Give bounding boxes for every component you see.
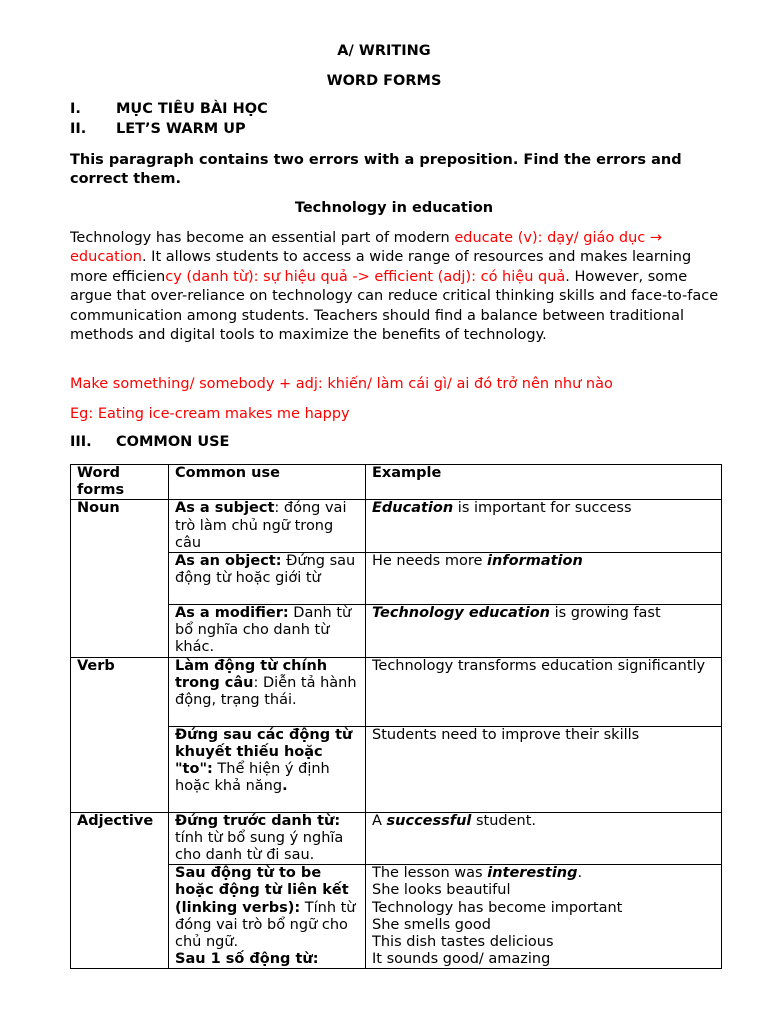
common-use-cell: As a subject: đóng vai trò làm chủ ngữ trong câu — [169, 500, 366, 553]
passage-paragraph — [70, 229, 720, 345]
word-form-cell: Adjective — [71, 812, 169, 969]
section-number: II. — [70, 121, 87, 137]
correction-note: educate (v): dạy/ giáo dục → education — [70, 230, 662, 266]
table-row — [71, 657, 722, 726]
section-number: III. — [70, 434, 92, 450]
instruction-text: This paragraph contains two errors with a preposition. Find the errors and correct them. — [70, 152, 682, 188]
section-label: LET’S WARM UP — [116, 121, 246, 137]
word-form-cell: Verb — [71, 657, 169, 812]
document-title: A/ WRITING — [337, 43, 431, 59]
grammar-note: Make something/ somebody + adj: khiến/ làm cái gì/ ai đó trở nên như nào — [70, 376, 613, 392]
table-row — [71, 726, 722, 812]
section-heading-3 — [70, 434, 229, 450]
header-cell: Common use — [169, 465, 366, 500]
header-cell: Example — [366, 465, 722, 500]
word-form-cell: Noun — [71, 500, 169, 657]
passage-text: Technology has become an essential part of modern — [70, 230, 455, 246]
common-use-cell: Sau động từ to be hoặc động từ liên kết (linking verbs): Tính từ đóng vai trò bổ ngữ cho chủ ngữ. Sau 1 số động từ: — [169, 865, 366, 969]
section-number: I. — [70, 101, 81, 117]
table-header-row — [71, 465, 722, 500]
common-use-cell: As a modifier: Danh từ bổ nghĩa cho danh từ khác. — [169, 605, 366, 658]
common-use-cell: As an object: Đứng sau động từ hoặc giới từ — [169, 553, 366, 605]
example-cell: Education is important for success — [366, 500, 722, 553]
section-label: COMMON USE — [116, 434, 230, 450]
table-row — [71, 500, 722, 553]
example-cell: He needs more information — [366, 553, 722, 605]
example-cell: The lesson was interesting. She looks beautiful Technology has become important She smells good This dish tastes delicious It sounds good/ amazing — [366, 865, 722, 969]
section-heading-1 — [70, 101, 268, 117]
table-row — [71, 812, 722, 865]
section-heading-2 — [70, 121, 246, 137]
passage-text: . It allows students to access a wide range of resources and makes learning more efficien — [70, 249, 692, 285]
table-row — [71, 865, 722, 969]
correction-note: cy (danh từ): sự hiệu quả -> efficient (adj): có hiệu quả — [165, 268, 566, 285]
example-cell: Students need to improve their skills — [366, 726, 722, 812]
common-use-cell: Làm động từ chính trong câu: Diễn tả hành động, trạng thái. — [169, 657, 366, 726]
table-row — [71, 605, 722, 658]
section-label: MỤC TIÊU BÀI HỌC — [116, 101, 268, 117]
passage-text: . However, some argue that over-reliance on technology can reduce critical thinking skills and face-to-face communication among students. Teachers should find a balance between traditional methods and digital tools to maximize the benefits of technology. — [70, 268, 719, 344]
example-note: Eg: Eating ice-cream makes me happy — [70, 406, 350, 422]
document-subtitle: WORD FORMS — [326, 73, 442, 89]
table-row — [71, 553, 722, 605]
example-cell: Technology education is growing fast — [366, 605, 722, 658]
passage-title: Technology in education — [294, 200, 494, 216]
example-cell: A successful student. — [366, 812, 722, 865]
common-use-cell: Đứng trước danh từ: tính từ bổ sung ý nghĩa cho danh từ đi sau. — [169, 812, 366, 865]
header-cell: Word forms — [71, 465, 169, 500]
example-cell: Technology transforms education significantly — [366, 657, 722, 726]
common-use-cell: Đứng sau các động từ khuyết thiếu hoặc "to": Thể hiện ý định hoặc khả năng. — [169, 726, 366, 812]
word-forms-table — [70, 464, 722, 969]
